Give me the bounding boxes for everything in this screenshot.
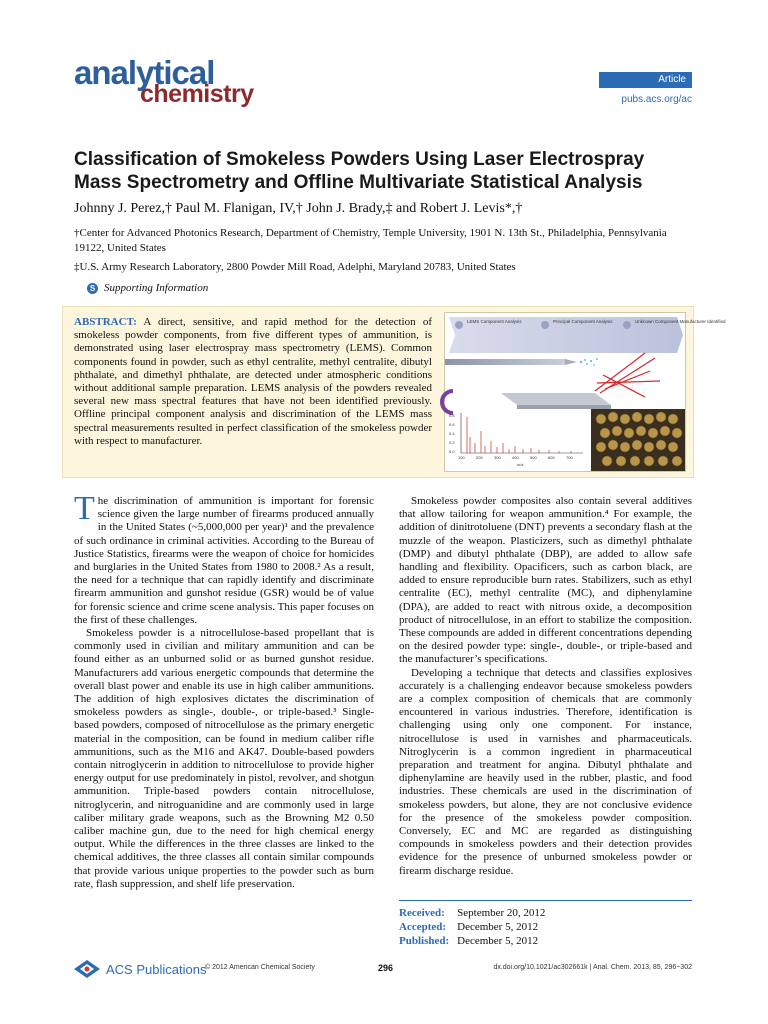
step2-dot — [541, 321, 549, 329]
sample-plate — [501, 393, 611, 405]
step3-dot — [623, 321, 631, 329]
toc-step1-label: LEMS Component Analysis — [467, 319, 522, 324]
y-tick: 0.6 — [449, 422, 455, 427]
body-column-right — [399, 495, 692, 878]
x-axis-label: m/z — [517, 462, 524, 467]
acs-hexagon-icon — [74, 960, 100, 978]
date-value: September 20, 2012 — [457, 907, 546, 919]
date-row — [399, 920, 553, 934]
x-tick: 200 — [476, 455, 483, 460]
ammunition-photo — [591, 409, 685, 471]
abstract-body: A direct, sensitive, and rapid method for the detection of smokeless powder components, from five different types of ammunition, is demonstrated using laser electrospray mass spectrometry (LEMS). Common components found in powder, such as ethyl centralite, methyl centralite, dibutyl phthalate, and dimethyl phthalate, are detected under atmospheric conditions without additional sample preparation. LEMS analysis of the powders revealed several new mass spectral features that have not been identified previously. Offline principal component analysis and discrimination of the LEMS mass spectral measurements resulted in perfect classification of the smokeless powder with respect to manufacturer. — [74, 316, 432, 447]
dates-divider — [399, 900, 692, 901]
y-tick: 0.2 — [449, 440, 455, 445]
copyright: © 2012 American Chemical Society — [205, 964, 315, 971]
x-tick: 700 — [566, 455, 573, 460]
paragraph: The discrimination of ammunition is important for forensic science given the large number of firearms produced annually in the United States (~5,000,000 per year)¹ and the prevalence of such ordinance in criminal activities. According to the Bureau of Justice Statistics, firearms were the weapon of choice for homicides and burglaries in the United States from 1980 to 2008.² As a result, the need for a technique that can rapidly identify and discriminate firearm ammunition and gunshot residue (GSR) would be of value for forensic science and crime scene analysis. This paper focuses on the first of these challenges. — [74, 490, 374, 626]
doi-citation[interactable]: dx.doi.org/10.1021/ac302661k | Anal. Chem. 2013, 85, 296−302 — [493, 964, 692, 971]
x-tick: 100 — [458, 455, 465, 460]
drop-cap: T — [74, 490, 95, 527]
feedback-arrow — [442, 391, 453, 413]
sample-plate-side — [517, 405, 611, 409]
spray-droplets — [580, 358, 598, 366]
abstract-label: ABSTRACT: — [74, 316, 137, 328]
y-tick: 0.8 — [449, 413, 455, 418]
step1-dot — [455, 321, 463, 329]
publication-dates — [399, 906, 553, 948]
date-row — [399, 934, 553, 948]
toc-step3-label: Unknown Component Manufacturer Identified — [635, 319, 726, 324]
supporting-information-link[interactable] — [87, 282, 208, 294]
y-tick: 0.4 — [449, 431, 455, 436]
toc-step2-label: Principal Component Analysis — [553, 319, 613, 324]
journal-logo-analytical: analytical — [74, 54, 215, 91]
toc-graphic — [444, 312, 726, 472]
date-label: Published: — [399, 935, 450, 947]
date-row — [399, 906, 553, 920]
article-type-badge: Article — [599, 72, 692, 88]
acs-publications-logo[interactable] — [74, 960, 206, 978]
supporting-info-icon: S — [87, 283, 98, 294]
article-title: Classification of Smokeless Powders Using Laser Electrospray Mass Spectrometry and Offline Multivariate Statistical Analysis — [74, 149, 645, 193]
abstract-text — [74, 316, 432, 448]
x-tick: 400 — [512, 455, 519, 460]
date-value: December 5, 2012 — [457, 935, 539, 947]
journal-url[interactable]: pubs.acs.org/ac — [621, 94, 692, 105]
capillary-tip — [565, 359, 577, 365]
x-tick: 300 — [494, 455, 501, 460]
author-list: Johnny J. Perez,† Paul M. Flanigan, IV,† John J. Brady,‡ and Robert J. Levis*,† — [74, 201, 523, 216]
toc-graphic-svg — [445, 313, 726, 471]
date-label: Accepted: — [399, 921, 447, 933]
journal-logo-chemistry: chemistry — [140, 80, 254, 108]
page-number: 296 — [378, 963, 394, 973]
paragraph: Smokeless powder composites also contain several additives that allow tailoring for weapon ammunition.⁴ For example, the addition of dinitrotoluene (DNT) prevents a secondary flash at the muzzle of the weapon. Plasticizers, such as dimethyl phthalate (DMP) and dibutyl phthalate (DBP), are added to allow safe handling and flexibility. Opacificers, such as carbon black, are added to ensure reproducible burn rates. Stabilizers, such as ethyl centralite (EC), methyl centralite (MC), and diphenylamine (DPA), are added to react with nitrous oxide, a decomposition product of nitrocellulose, in an effort to stabilize the composition. These compounds are added in different concentrations depending on the desired powder type: single-, double-, or triple-based and the manufacturer’s specifications. — [399, 495, 692, 666]
x-tick: 500 — [530, 455, 537, 460]
supporting-info-label: Supporting Information — [104, 282, 209, 294]
date-label: Received: — [399, 907, 445, 919]
x-tick: 600 — [548, 455, 555, 460]
body-column-left — [74, 490, 374, 891]
affiliation-1: †Center for Advanced Photonics Research, Department of Chemistry, Temple University, 1901 N. 13th St., Philadelphia, Pennsylvania 19122, United States — [74, 227, 667, 254]
laser-beams — [595, 353, 660, 397]
spectrum-peaks — [467, 417, 571, 453]
mass-spectrum — [449, 413, 583, 467]
paragraph: Developing a technique that detects and classifies explosives accurately is a challenging endeavor because smokeless powders are a complex composition of chemicals that are commonly encountered in various industries. Therefore, identification is challenging using only one component. For instance, nitrocellulose is used in varnishes and pharmaceuticals. Nitroglycerin is a common ingredient in pharmaceutical preparation and treatment for angina. Dibutyl phthalate and diphenylamine are heavily used in the rubber, plastic, and food industries. These chemicals are used in the discrimination of smokeless powders, but alone, they are not conclusive evidence for the presence of the smokeless powder composition. Conversely, EC and MC are regarded as distinguishing compounds in smokeless powders and their detection provides evidence for the presence of unburned smokeless powder or firearm discharge residue. — [399, 666, 692, 877]
y-tick: 0.0 — [449, 449, 455, 454]
paragraph: Smokeless powder is a nitrocellulose-based propellant that is commonly used in civilian and military ammunition and can be found either as an unburned solid or as burned gunshot residue. Manufacturers add various energetic compounds that determine the overall blast power and enable its use in high caliber ammunitions. The addition of high explosives dictates the discrimination of smokeless powders as single-, double-, or triple-based.³ Single-based powders, composed of nitrocellulose as the primary energetic material in the composition, can be found in medium caliber rifle ammunitions, such as the M16 and AK47. Double-based powders contain nitroglycerin in addition to nitrocellulose to provide higher energy output for use predominately in pistol, revolver, and shotgun ammunition. Triple-based powders contain nitrocellulose, nitroglycerin, and nitroguanidine and are commonly used in large caliber military grade weapons, such as the Browning M2 0.50 caliber machine gun, due to the need for high chemical energy output. While the differences in the three classes are linked to the chemical additives, the three classes all contain similar compounds that provide various unique properties to the powder such as burn rate, flash suppression, and shelf life preservation. — [74, 627, 374, 890]
date-value: December 5, 2012 — [457, 921, 539, 933]
publisher-name: ACS Publications — [106, 961, 207, 977]
capillary-tube — [445, 359, 565, 365]
affiliation-2: ‡U.S. Army Research Laboratory, 2800 Powder Mill Road, Adelphi, Maryland 20783, United States — [74, 261, 516, 273]
